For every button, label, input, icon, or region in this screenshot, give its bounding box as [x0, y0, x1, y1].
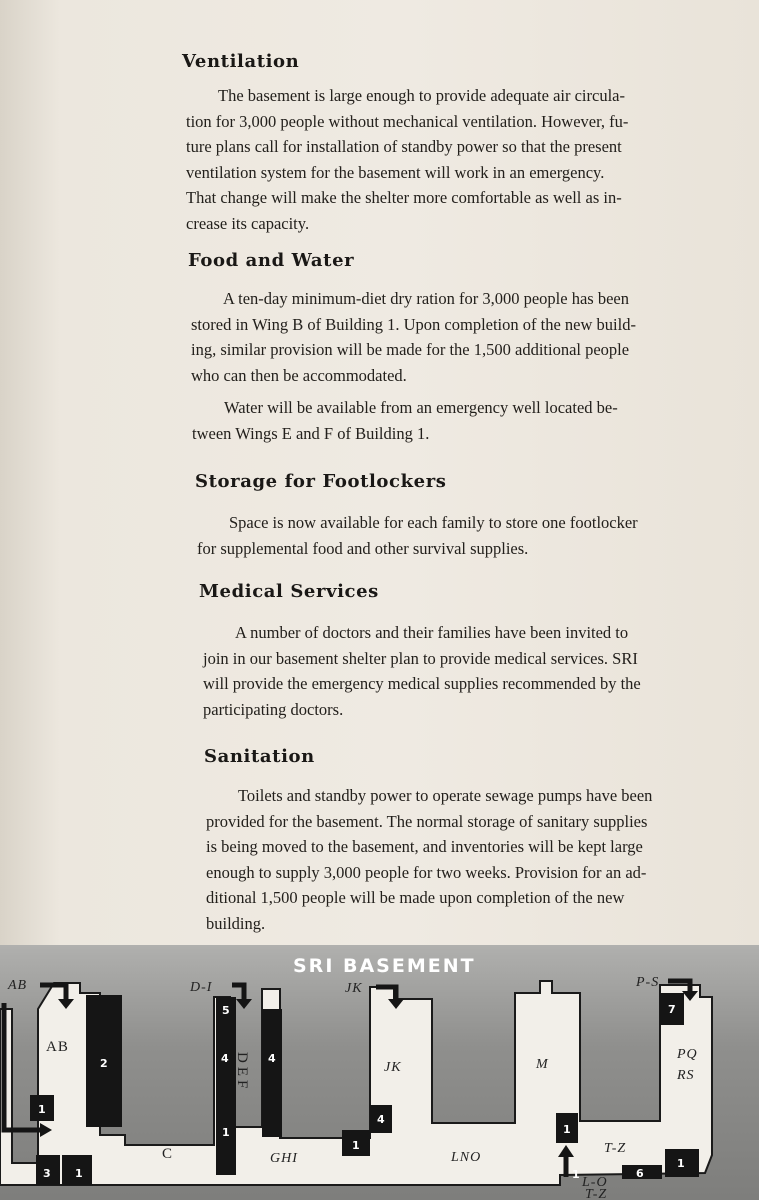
- area-label-t-z: T-Z: [604, 1141, 627, 1156]
- text-line: building.: [206, 913, 266, 933]
- basement-plan-drawing: [0, 945, 759, 1200]
- area-label-ghi: GHI: [270, 1151, 298, 1166]
- text-line: for supplemental food and other survival supplies.: [197, 538, 529, 558]
- text-line: crease its capacity.: [186, 213, 310, 233]
- area-label-rs: RS: [677, 1068, 695, 1083]
- text-line: ing, similar provision will be made for the 1,500 additional people: [191, 340, 630, 359]
- text-line: tween Wings E and F of Building 1.: [192, 423, 430, 443]
- marker-1: 1: [222, 1126, 230, 1139]
- text-line: is being moved to the basement, and inventories will be kept large: [206, 837, 643, 856]
- marker-1: 1: [563, 1123, 571, 1136]
- text-line: tion for 3,000 people without mechanical ventilation. However, fu-: [186, 111, 629, 131]
- text-line: That change will make the shelter more comfortable as well as in-: [186, 188, 622, 207]
- area-label-pq: PQ: [677, 1047, 698, 1062]
- area-label-jk: JK: [384, 1060, 402, 1075]
- text-line: who can then be accommodated.: [191, 365, 407, 385]
- text-line: provided for the basement. The normal storage of sanitary supplies: [206, 811, 648, 831]
- marker-4: 4: [377, 1113, 385, 1126]
- area-label-l-o: L-O: [582, 1175, 608, 1190]
- area-label-lno: LNO: [451, 1150, 482, 1165]
- area-label-m: M: [536, 1057, 549, 1072]
- marker-2: 2: [100, 1057, 108, 1070]
- text-line: Space is now available for each family to store one footlocker: [229, 513, 638, 532]
- paragraph-food: [191, 286, 703, 388]
- text-line: Toilets and standby power to operate sewage pumps have been: [238, 786, 653, 805]
- area-label-def: DEF: [234, 1052, 250, 1093]
- marker-1: 1: [75, 1167, 83, 1180]
- area-label-t-z-lower: T-Z: [585, 1187, 608, 1200]
- marker-6: 6: [636, 1167, 644, 1180]
- section-heading-storage: Storage for Footlockers: [195, 471, 447, 492]
- text-line: ture plans call for installation of standby power so that the present: [186, 137, 622, 156]
- marker-4: 4: [268, 1052, 276, 1065]
- basement-plan: [0, 945, 759, 1200]
- entrance-label-p-s: P-S: [636, 975, 660, 990]
- text-line: A ten-day minimum-diet dry ration for 3,000 people has been: [223, 289, 629, 308]
- text-line: Water will be available from an emergency well located be-: [224, 398, 618, 417]
- text-line: A number of doctors and their families have been invited to: [235, 623, 629, 642]
- entrance-label-jk: JK: [345, 981, 363, 996]
- text-line: will provide the emergency medical supplies recommended by the: [203, 674, 641, 693]
- section-heading-sanitation: Sanitation: [204, 746, 315, 767]
- entrance-label-ab: AB: [8, 978, 28, 993]
- marker-5: 5: [222, 1004, 230, 1017]
- text-line: participating doctors.: [203, 699, 344, 719]
- paragraph-storage: [197, 510, 705, 561]
- section-heading-food-and-water: Food and Water: [188, 250, 355, 271]
- section-heading-medical: Medical Services: [199, 581, 379, 602]
- paragraph-sanitation: [206, 783, 706, 936]
- marker-4: 4: [221, 1052, 229, 1065]
- paragraph-ventilation: [186, 83, 704, 236]
- marker-1: 1: [38, 1103, 46, 1116]
- marker-3: 3: [43, 1167, 51, 1180]
- paragraph-medical: [203, 620, 706, 722]
- marker-1: 1: [677, 1157, 685, 1170]
- marker-1: 1: [572, 1168, 580, 1181]
- text-line: stored in Wing B of Building 1. Upon completion of the new build-: [191, 314, 636, 334]
- text-line: ditional 1,500 people will be made upon completion of the new: [206, 888, 625, 907]
- entrance-label-d-i: D-I: [190, 980, 213, 995]
- area-label-c: C: [162, 1146, 174, 1162]
- text-line: enough to supply 3,000 people for two weeks. Provision for an ad-: [206, 862, 647, 882]
- plan-title: SRI BASEMENT: [293, 955, 476, 977]
- text-line: ventilation system for the basement will work in an emergency.: [186, 162, 605, 182]
- marker-7: 7: [668, 1003, 676, 1016]
- area-label-ab: AB: [46, 1039, 69, 1055]
- text-line: The basement is large enough to provide adequate air circula-: [218, 86, 625, 105]
- marker-1: 1: [352, 1139, 360, 1152]
- section-heading-ventilation: Ventilation: [182, 51, 300, 72]
- paragraph-water: [192, 395, 704, 446]
- text-line: join in our basement shelter plan to provide medical services. SRI: [203, 648, 638, 668]
